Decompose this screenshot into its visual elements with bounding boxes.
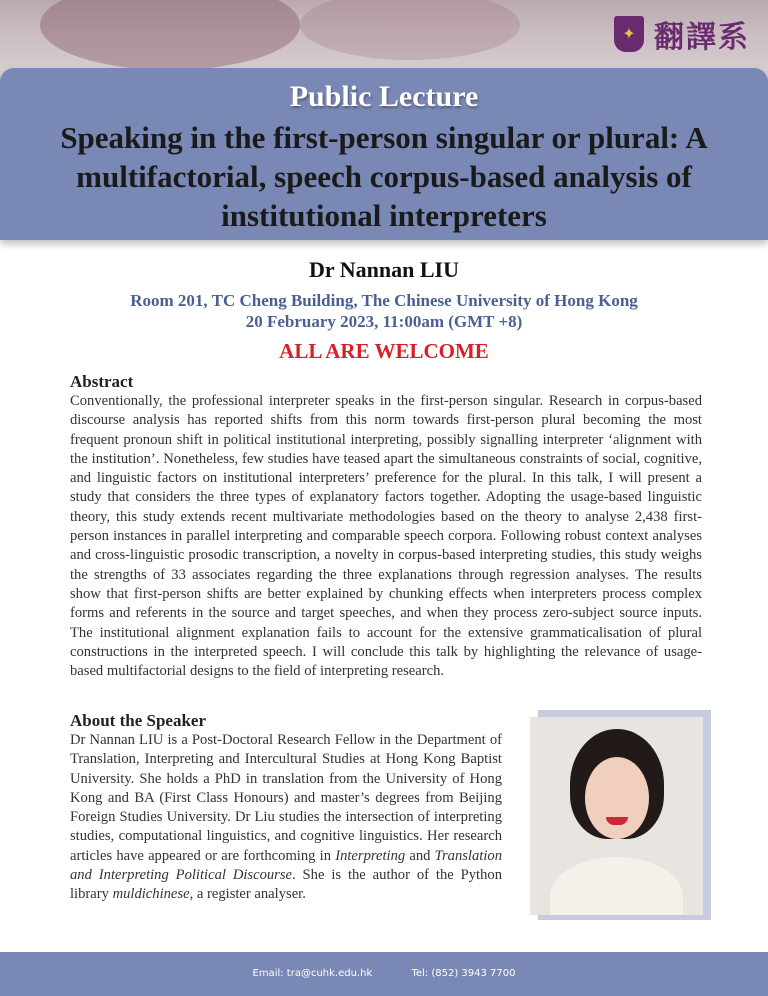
venue-block bbox=[0, 290, 768, 332]
photo-shape bbox=[550, 857, 683, 915]
abstract-heading: Abstract bbox=[70, 372, 134, 391]
title-banner bbox=[0, 68, 768, 240]
about-text-part: Dr Nannan LIU is a Post-Doctoral Research Fellow in the Department of Translation, Interpreting and Intercultural Studies at Hong Kong Baptist University. She holds a PhD in translation from the University of Hong Kong and BA (First Class Honours) and master’s degrees from Beijing Foreign Studies University. Dr Liu studies the intersection of interpreting studies, computational linguistics, and cognitive linguistics. Her research articles have appeared or are forthcoming in bbox=[70, 732, 502, 864]
phone-contact: Tel: (852) 3943 7700 bbox=[411, 968, 516, 979]
photo-shape bbox=[300, 0, 520, 60]
abstract-section bbox=[70, 372, 702, 681]
photo-shape bbox=[585, 757, 649, 839]
about-text-part: . She is the author of the Python library bbox=[70, 867, 502, 903]
about-text-part: and bbox=[405, 847, 435, 864]
email-contact[interactable]: Email: tra@cuhk.edu.hk bbox=[252, 968, 373, 979]
journal-title: Interpreting bbox=[335, 847, 406, 864]
lecture-title: Speaking in the first-person singular or plural: A multifactorial, speech corpus-based analysis of institutional interpreters bbox=[60, 120, 708, 233]
welcome-notice: ALL ARE WELCOME bbox=[279, 339, 489, 363]
logo-text: 翻譯系 bbox=[654, 20, 750, 55]
about-text-part: , a register analyser. bbox=[189, 886, 306, 903]
department-logo bbox=[614, 12, 750, 56]
event-type: Public Lecture bbox=[289, 80, 479, 113]
photo-shape bbox=[40, 0, 300, 70]
about-text bbox=[70, 731, 502, 905]
about-heading: About the Speaker bbox=[70, 711, 207, 730]
date-time: 20 February 2023, 11:00am (GMT +8) bbox=[245, 312, 523, 331]
venue: Room 201, TC Cheng Building, The Chinese University of Hong Kong bbox=[130, 291, 638, 310]
crest-icon: ✦ bbox=[614, 16, 644, 52]
library-name: muldichinese bbox=[112, 886, 190, 903]
abstract-text: Conventionally, the professional interpreter speaks in the first-person singular. Research in corpus-based discourse analysis has reported shifts from this norm towards first-person plural becoming the most frequent pronoun shift in political institutional interpreting, possibly signalling interpreter ‘alignment with the institution’. Nonetheless, few studies have teased apart the simultaneous constraints of social, cognitive, and linguistic factors on institutional interpreters’ preference for the plural. In this talk, I will present a study that considers the three types of explanatory factors together. Adopting the usage-based linguistic theory, this study extends recent multivariate methodologies based on the theory to analyse 2,438 first-person instances in parallel interpreting and comparable speech corpora. Following robust context analyses and cross-linguistic prosodic transcription, a novelty in corpus-based interpreting studies, this study weighs the strengths of 33 associates regarding the three explanations through regression analyses. The results show that first-person shifts are better explained by chunking effects when interpreters process complex forms and referents in the source and target speeches, and when they process zero-subject source inputs. The institutional alignment explanation fails to account for the extensive grammaticalisation of plural constructions in the interpreted speech. I will conclude this talk by highlighting the relevance of usage-based multifactorial designs to the field of interpreting research. bbox=[70, 393, 702, 680]
speaker-name: Dr Nannan LIU bbox=[309, 257, 459, 282]
journal-title: Translation and Interpreting Political Discourse bbox=[70, 847, 502, 884]
about-section bbox=[70, 711, 502, 905]
speaker-photo bbox=[530, 717, 703, 915]
contact-footer bbox=[0, 952, 768, 996]
